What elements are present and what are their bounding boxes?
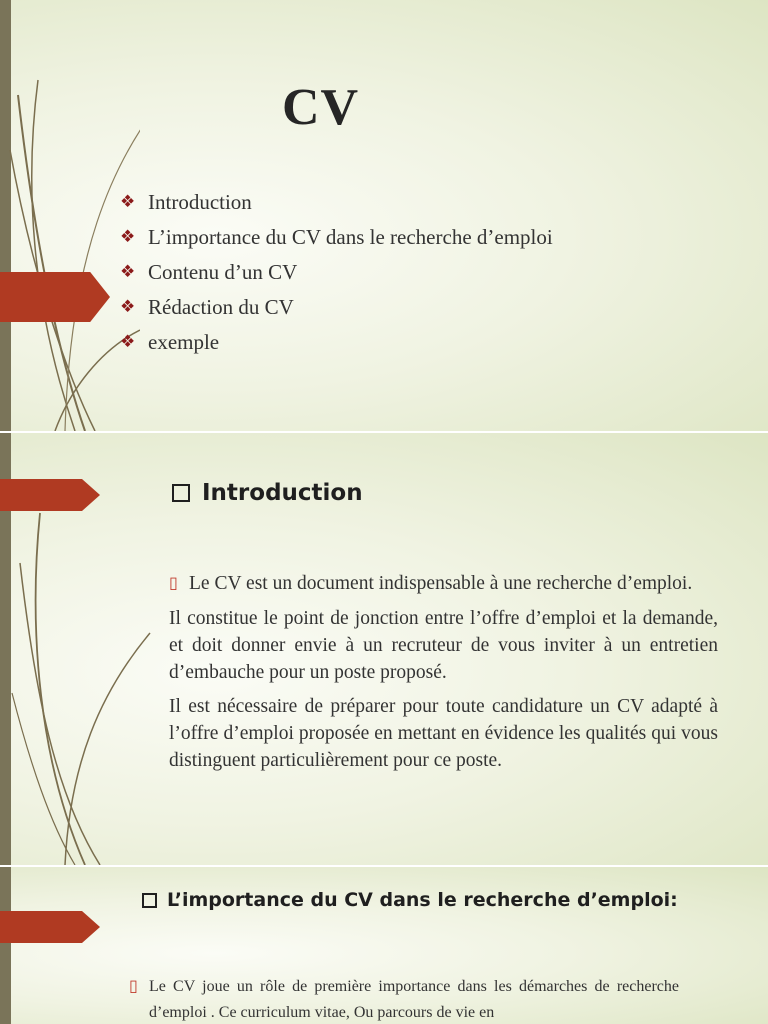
diamond-bullet-icon: ❖	[120, 227, 136, 246]
accent-tab	[0, 479, 100, 511]
toc-list	[120, 190, 553, 365]
accent-tab	[0, 272, 110, 322]
slide-1	[0, 0, 768, 431]
slide-body: ▯ Le CV est un document indispensable à une recherche d’emploi. Il constitue le point de jonction entre l’offre d’emploi et la demande, et doit donner envie à un recruteur de vous inviter à un entretien d’embauche pour un poste proposé. Il est nécessaire de préparer pour toute candidature un CV adapté à l’offre d’emploi proposée en mettant en évidence les qualités qui vous distinguent particulièrement pour ce poste.	[169, 570, 718, 781]
paragraph: Il est nécessaire de préparer pour toute candidature un CV adapté à l’offre d’emploi proposée en mettant en évidence les qualités qui vous distinguent particulièrement pour ce poste.	[169, 696, 718, 771]
slide-3	[0, 867, 768, 1024]
slide-2	[0, 433, 768, 865]
diamond-bullet-icon: ❖	[120, 192, 136, 211]
checkbox-bullet-icon	[172, 484, 190, 502]
checkbox-bullet-icon	[142, 893, 157, 908]
section-heading: L’importance du CV dans le recherche d’emploi:	[142, 889, 678, 911]
toc-item: ❖ Rédaction du CV	[120, 295, 294, 319]
decorative-curves	[0, 0, 140, 431]
diamond-bullet-icon: ❖	[120, 332, 136, 351]
paragraph: Il constitue le point de jonction entre l’offre d’emploi et la demande, et doit donner envie à un recruteur de vous inviter à un entretien d’embauche pour un poste proposé.	[169, 608, 718, 683]
square-bullet-icon: ▯	[169, 575, 178, 592]
toc-item: ❖ L’importance du CV dans le recherche d’emploi	[120, 225, 553, 249]
section-heading: Introduction	[172, 480, 363, 506]
slide-body: ▯ Le CV joue un rôle de première importance dans les démarches de recherche d’emploi . Ce curriculum vitae, Ou parcours de vie en	[129, 974, 679, 1024]
slide-title: CV	[282, 79, 360, 136]
diamond-bullet-icon: ❖	[120, 297, 136, 316]
left-bar	[0, 867, 11, 1024]
square-bullet-icon: ▯	[129, 978, 138, 995]
toc-item: ❖ Introduction	[120, 190, 252, 214]
toc-item: ❖ Contenu d’un CV	[120, 260, 298, 284]
diamond-bullet-icon: ❖	[120, 262, 136, 281]
toc-item: ❖ exemple	[120, 330, 220, 354]
accent-tab	[0, 911, 100, 943]
